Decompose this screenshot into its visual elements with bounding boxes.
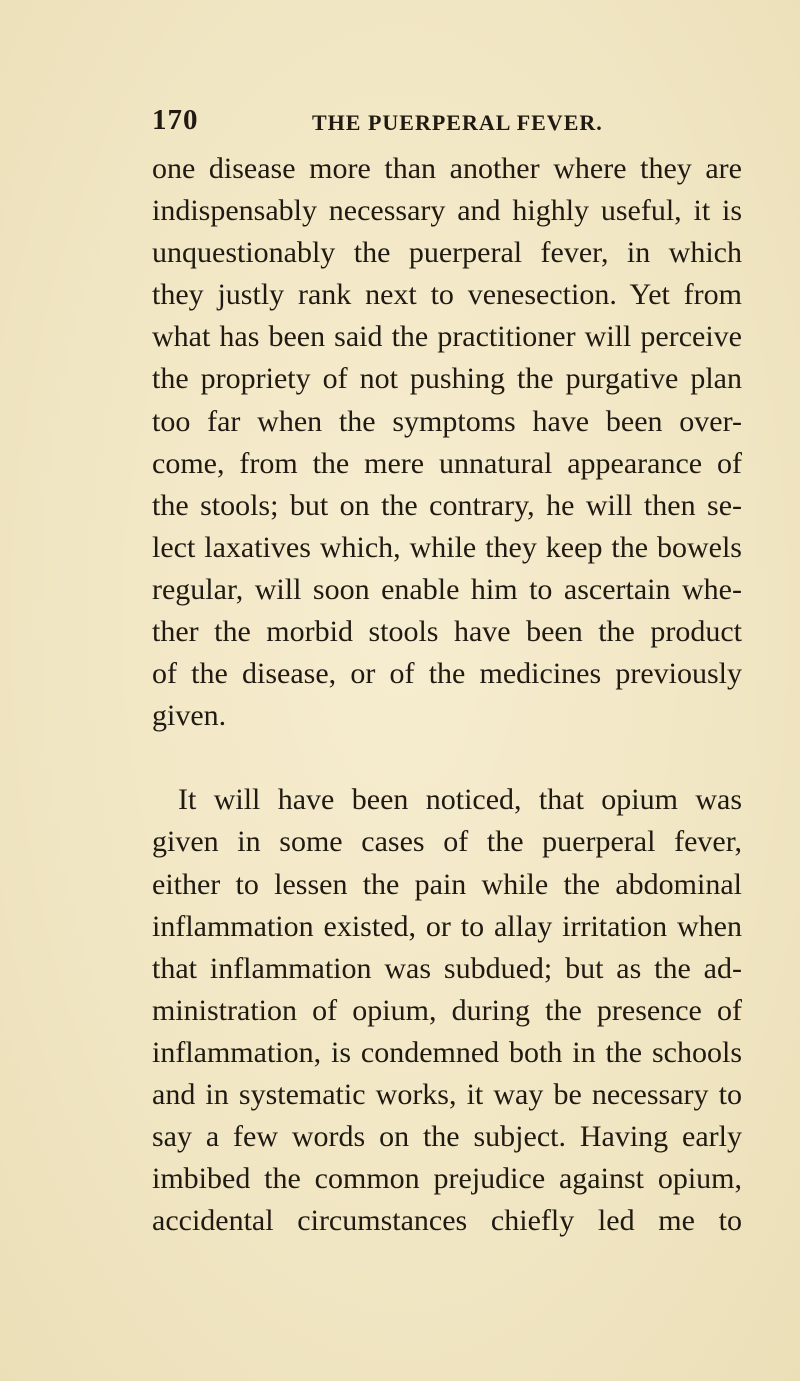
text-line: the stools; but on the contrary, he will then se- [152, 488, 742, 522]
running-title: THE PUERPERAL FEVER. [312, 110, 603, 135]
text-line: unquestionably the puerperal fever, in which [152, 236, 742, 270]
text-line: It will have been noticed, that opium was [178, 783, 742, 817]
text-line: either to lessen the pain while the abdominal [152, 867, 742, 901]
text-line: what has been said the practitioner will perceive [152, 320, 742, 354]
text-line: of the disease, or of the medicines previously [152, 657, 742, 691]
text-line: and in systematic works, it way be necessary to [152, 1077, 742, 1111]
text-line: come, from the mere unnatural appearance of [152, 446, 742, 480]
text-line: inflammation, is condemned both in the schools [152, 1035, 742, 1069]
page-number: 170 [152, 104, 199, 136]
text-line: say a few words on the subject. Having early [152, 1120, 742, 1154]
text-line: ministration of opium, during the presence of [152, 993, 742, 1027]
text-line: they justly rank next to venesection. Yet from [152, 278, 742, 312]
paragraph-1 [152, 148, 742, 737]
text-line: that inflammation was subdued; but as the ad- [152, 951, 742, 985]
paragraph-2 [152, 779, 742, 1242]
text-line: given in some cases of the puerperal fever, [152, 825, 742, 859]
text-line: too far when the symptoms have been over- [152, 404, 742, 438]
text-line: accidental circumstances chiefly led me to [152, 1204, 742, 1238]
text-line: the propriety of not pushing the purgative plan [152, 362, 742, 396]
text-line: given. [152, 699, 227, 733]
text-line: ther the morbid stools have been the product [152, 615, 742, 649]
running-head [152, 104, 732, 144]
paragraph-gap [152, 737, 742, 779]
body-text [152, 148, 742, 1242]
text-line: inflammation existed, or to allay irritation when [152, 909, 742, 943]
text-line: lect laxatives which, while they keep the bowels [152, 530, 742, 564]
text-line: one disease more than another where they are [152, 152, 742, 185]
text-line: imbibed the common prejudice against opium, [152, 1162, 742, 1196]
text-line: indispensably necessary and highly useful, it is [152, 194, 742, 228]
text-line: regular, will soon enable him to ascertain whe- [152, 572, 742, 606]
